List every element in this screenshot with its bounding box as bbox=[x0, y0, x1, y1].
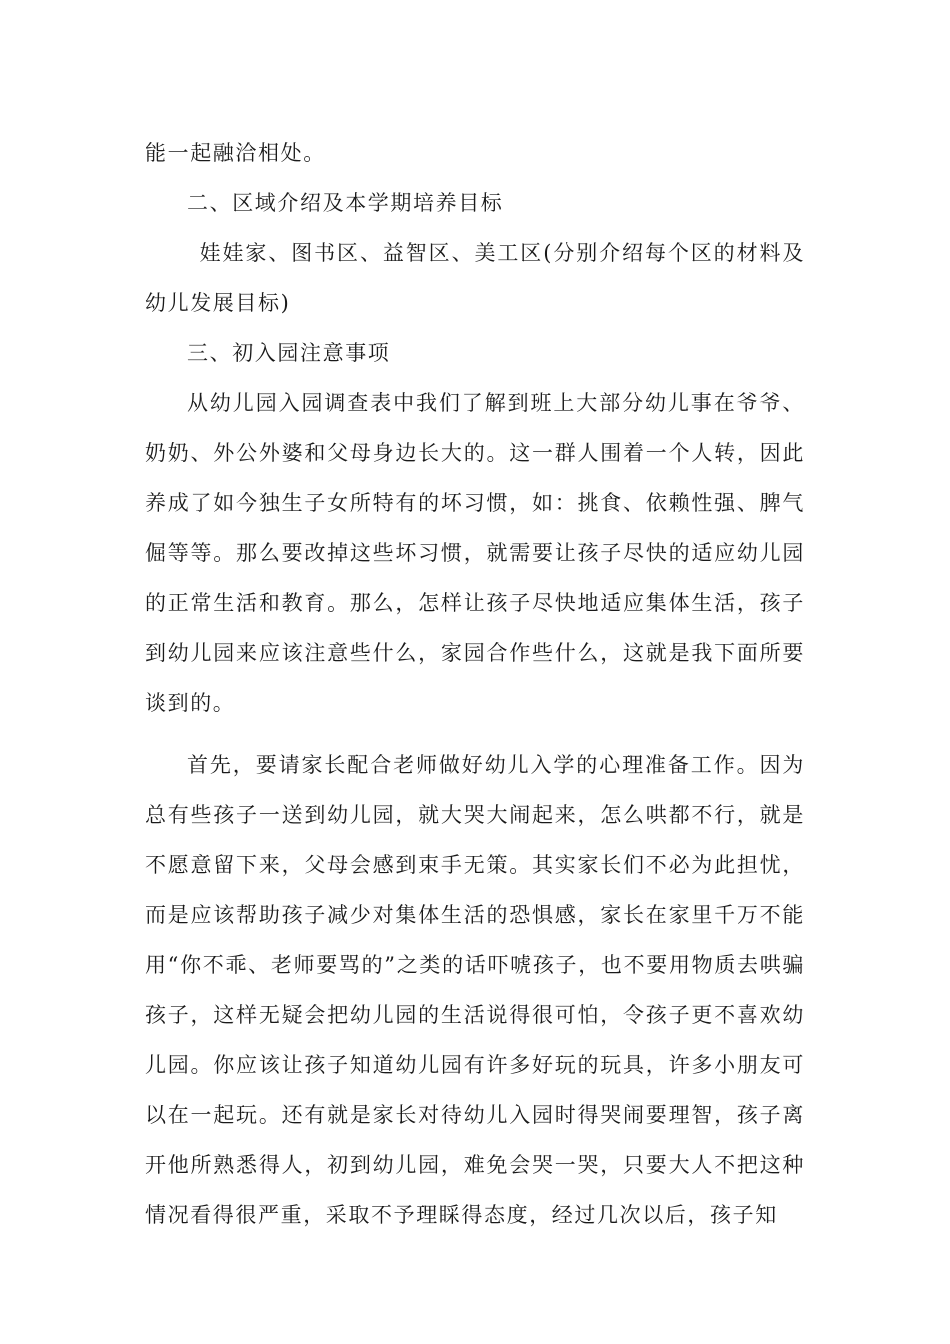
body-paragraph-psychology: 首先，要请家长配合老师做好幼儿入学的心理准备工作。因为总有些孩子一送到幼儿园，就大哭大闹起来，怎么哄都不行，就是不愿意留下来，父母会感到束手无策。其实家长们不必为此担忧，而是应该帮助孩子减少对集体生活的恐惧感，家长在家里千万不能用“你不乖、老师要骂的”之类的话吓唬孩子，也不要用物质去哄骗孩子，这样无疑会把幼儿园的生活说得很可怕，令孩子更不喜欢幼儿园。你应该让孩子知道幼儿园有许多好玩的玩具，许多小朋友可以在一起玩。还有就是家长对待幼儿入园时得哭闹要理智，孩子离开他所熟悉得人，初到幼儿园，难免会哭一哭，只要大人不把这种情况看得很严重，采取不予理睬得态度，经过几次以后，孩子知 bbox=[145, 753, 805, 1227]
paragraph-continuation: 能一起融洽相处。 bbox=[145, 141, 326, 165]
section-heading-3: 三、初入园注意事项 bbox=[187, 341, 391, 365]
document-body bbox=[145, 128, 805, 1240]
body-paragraph-survey: 从幼儿园入园调查表中我们了解到班上大部分幼儿事在爷爷、奶奶、外公外婆和父母身边长大的。这一群人围着一个人转，因此养成了如今独生子女所特有的坏习惯，如：挑食、依赖性强、脾气倔等等。那么要改掉这些坏习惯，就需要让孩子尽快的适应幼儿园的正常生活和教育。那么，怎样让孩子尽快地适应集体生活，孩子到幼儿园来应该注意些什么，家园合作些什么，这就是我下面所要谈到的。 bbox=[145, 391, 805, 715]
section-heading-2: 二、区域介绍及本学期培养目标 bbox=[187, 191, 504, 215]
area-list-paragraph: 娃娃家、图书区、益智区、美工区(分别介绍每个区的材料及幼儿发展目标) bbox=[145, 241, 805, 315]
